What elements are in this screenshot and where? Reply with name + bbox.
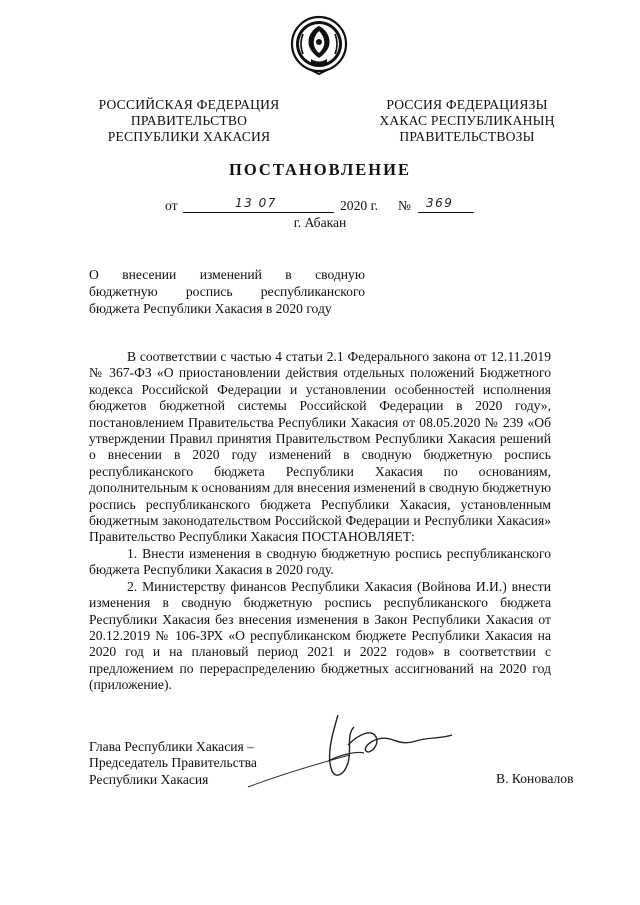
coat-of-arms-emblem — [289, 14, 349, 76]
signatory-name: В. Коновалов — [496, 771, 574, 786]
city: г. Абакан — [293, 215, 347, 230]
handwritten-date: 13 07 — [235, 196, 277, 210]
header-right-line-2: ХАКАС РЕСПУБЛИКАНЫҢ — [379, 113, 555, 128]
header-left-line-1: РОССИЙСКАЯ ФЕДЕРАЦИЯ — [98, 97, 280, 112]
signatory-position — [89, 739, 257, 788]
signatory-position-line-2: Председатель Правительства — [89, 755, 257, 771]
header-left-line-3: РЕСПУБЛИКИ ХАКАСИЯ — [107, 129, 271, 144]
paragraph-1: В соответствии с частью 4 статьи 2.1 Федерального закона от 12.11.2019 № 367-ФЗ «О приостановлении действия отдельных положений Бюджетного кодекса Российской Федерации и установлении особенностей исполнения бюджетов бюджетной системы Российской Федерации в 2020 году», постановлением Правительства Республики Хакасия от 08.05.2020 № 239 «Об утверждении Правил принятия Правительством Республики Хакасия решений о внесении в 2020 году изменений в сводную бюджетную роспись республиканского бюджета Республики Хакасия по основаниям, дополнительным к основаниям для внесения изменений в сводную бюджетную роспись республиканского бюджета Республики Хакасия, установленным бюджетным законодательством Российской Федерации и Республики Хакасия» Правительство Республики Хакасия ПОСТАНОВЛЯЕТ: — [89, 349, 551, 545]
handwritten-number: 369 — [426, 196, 454, 210]
signatory-position-line-1: Глава Республики Хакасия – — [89, 739, 254, 754]
number-underline — [418, 212, 474, 213]
date-underline — [183, 212, 334, 213]
subject — [89, 266, 365, 317]
number-label: № — [398, 198, 411, 213]
header-right-line-3: ПРАВИТЕЛЬСТВОЗЫ — [399, 129, 535, 144]
header-right-line-1: РОССИЯ ФЕДЕРАЦИЯЗЫ — [386, 97, 548, 112]
signatory-position-line-3: Республики Хакасия — [89, 771, 209, 787]
subject-line-3: бюджета Республики Хакасия в 2020 году — [89, 301, 332, 316]
paragraph-3: 2. Министерству финансов Республики Хакасия (Войнова И.И.) внести изменения в сводную бюджетную роспись республиканского бюджета Республики Хакасия без внесения изменения в Закон Республики Хакасия от 20.12.2019 № 106-ЗРХ «О республиканском бюджете Республики Хакасия на 2020 год и на плановый период 2021 и 2022 годов» в соответствии с предложением по перераспределению бюджетных ассигнований на 2020 год (приложение). — [89, 578, 551, 693]
document-title: ПОСТАНОВЛЕНИЕ — [229, 160, 411, 179]
subject-line-2: бюджетную роспись республиканского — [89, 284, 365, 299]
handwritten-signature — [240, 705, 460, 795]
header-left-line-2: ПРАВИТЕЛЬСТВО — [130, 113, 248, 128]
paragraph-2: 1. Внести изменения в сводную бюджетную роспись республиканского бюджета Республики Хакасия в 2020 году. — [89, 545, 551, 578]
date-from-label: от — [165, 198, 178, 213]
body-text — [89, 349, 551, 694]
header-right — [362, 97, 572, 145]
date-year: 2020 г. — [340, 198, 379, 213]
subject-line-1: О внесении изменений в сводную — [89, 267, 365, 282]
header-left — [84, 97, 294, 145]
